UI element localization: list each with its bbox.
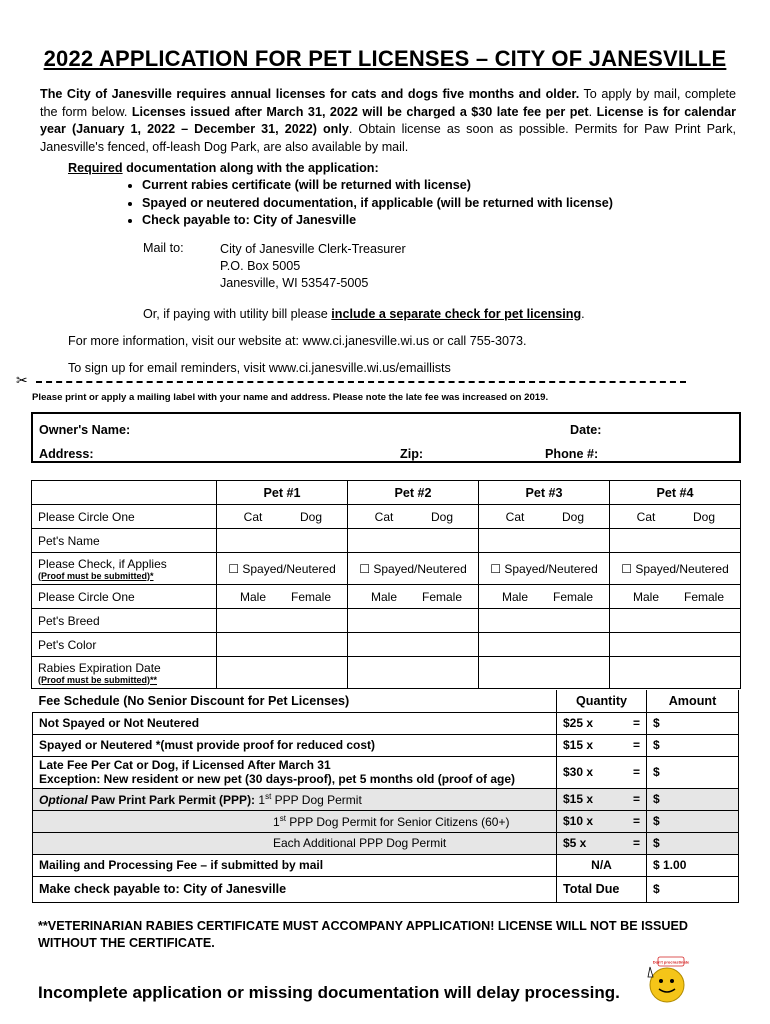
cat-option[interactable]: Cat	[636, 509, 656, 524]
smiley-face	[650, 968, 684, 1002]
cat-option[interactable]: Cat	[374, 509, 394, 524]
species-choice[interactable]	[217, 505, 348, 529]
pet-name-field[interactable]	[610, 529, 741, 553]
spayed-checkbox[interactable]: ☐ Spayed/Neutered	[217, 553, 348, 585]
date-label: Date:	[570, 423, 602, 437]
row-label: Please Circle One	[32, 585, 217, 609]
sex-choice[interactable]	[217, 585, 348, 609]
smiley-eye	[670, 979, 674, 983]
fee-label: Mailing and Processing Fee – if submitted by mail	[33, 854, 557, 876]
amount-header: Amount	[647, 690, 739, 712]
email-signup: To sign up for email reminders, visit www.ci.janesville.wi.us/emaillists	[68, 361, 451, 375]
list-item: • Check payable to: City of Janesville	[142, 212, 613, 230]
fee-label: Each Additional PPP Dog Permit	[33, 832, 557, 854]
row-label: Rabies Expiration Date (Proof must be submitted)**	[32, 657, 217, 689]
fee-amount: $ 1.00	[647, 854, 739, 876]
utility-bill-note: Or, if paying with utility bill please include a separate check for pet licensing.	[143, 307, 585, 321]
cat-option[interactable]: Cat	[505, 509, 525, 524]
fee-amount[interactable]: $	[647, 712, 739, 734]
smiley-hand	[648, 967, 653, 977]
spayed-checkbox[interactable]: ☐ Spayed/Neutered	[479, 553, 610, 585]
female-option[interactable]: Female	[683, 589, 724, 604]
breed-field[interactable]	[610, 609, 741, 633]
intro-paragraph: The City of Janesville requires annual licenses for cats and dogs five months and older. To apply by mail, complete the form below. Licenses issued after March 31, 2022 will be charged a $30 late fee per pet. License is for calendar year (January 1, 2022 – December 31, 2022) only. Obtain license as soon as possible. Permits for Paw Print Park, Janesville's fenced, off-leash Dog Park, are also available by mail.	[40, 87, 737, 154]
list-item: • Current rabies certificate (will be returned with license)	[142, 177, 613, 195]
female-option[interactable]: Female	[421, 589, 462, 604]
dog-option[interactable]: Dog	[561, 509, 584, 524]
total-due-label: Total Due	[557, 876, 647, 902]
breed-field[interactable]	[348, 609, 479, 633]
pet-header: Pet #4	[610, 481, 741, 505]
fee-amount[interactable]: $	[647, 734, 739, 756]
dog-option[interactable]: Dog	[430, 509, 453, 524]
fee-amount[interactable]: $	[647, 810, 739, 832]
color-field[interactable]	[610, 633, 741, 657]
owner-name-label: Owner's Name:	[39, 423, 131, 437]
fee-qty: N/A	[557, 854, 647, 876]
row-label: Please Circle One	[32, 505, 217, 529]
spayed-checkbox[interactable]: ☐ Spayed/Neutered	[348, 553, 479, 585]
color-field[interactable]	[217, 633, 348, 657]
pet-info-table	[31, 480, 741, 689]
color-field[interactable]	[479, 633, 610, 657]
fee-label: 1st PPP Dog Permit for Senior Citizens (60+)	[33, 810, 557, 832]
payable-note: Make check payable to: City of Janesville	[33, 876, 557, 902]
phone-label: Phone #:	[545, 447, 599, 461]
incomplete-warning: Incomplete application or missing documentation will delay processing.	[38, 983, 620, 1002]
male-option[interactable]: Male	[370, 589, 397, 604]
list-item: • Spayed or neutered documentation, if applicable (will be returned with license)	[142, 195, 613, 213]
table-header-blank	[32, 481, 217, 505]
species-choice[interactable]	[479, 505, 610, 529]
total-due-amount[interactable]: $	[647, 876, 739, 902]
rabies-date-field[interactable]	[348, 657, 479, 689]
quantity-header: Quantity	[557, 690, 647, 712]
smiley-icon	[640, 955, 690, 1005]
species-choice[interactable]	[348, 505, 479, 529]
pet-header: Pet #3	[479, 481, 610, 505]
fee-qty[interactable]: $10 x =	[557, 810, 647, 832]
fee-qty[interactable]: $5 x =	[557, 832, 647, 854]
scissors-icon: ✂	[16, 372, 28, 388]
fee-label: Spayed or Neutered *(must provide proof for reduced cost)	[33, 734, 557, 756]
required-list	[118, 177, 613, 230]
fee-amount[interactable]: $	[647, 788, 739, 810]
color-field[interactable]	[348, 633, 479, 657]
rabies-warning: **VETERINARIAN RABIES CERTIFICATE MUST ACCOMPANY APPLICATION! LICENSE WILL NOT BE ISSUED WITHOUT THE CERTIFICATE.	[38, 919, 689, 950]
page-title: 2022 APPLICATION FOR PET LICENSES – CITY OF JANESVILLE	[43, 46, 727, 71]
spayed-checkbox[interactable]: ☐ Spayed/Neutered	[610, 553, 741, 585]
breed-field[interactable]	[217, 609, 348, 633]
smiley-eye	[659, 979, 663, 983]
female-option[interactable]: Female	[290, 589, 331, 604]
breed-field[interactable]	[479, 609, 610, 633]
row-label: Please Check, if Applies (Proof must be submitted)*	[32, 553, 217, 585]
zip-label: Zip:	[400, 447, 424, 461]
fee-qty[interactable]: $15 x =	[557, 788, 647, 810]
pet-name-field[interactable]	[479, 529, 610, 553]
fee-qty[interactable]: $30 x =	[557, 756, 647, 788]
female-option[interactable]: Female	[552, 589, 593, 604]
address-label: Address:	[39, 447, 94, 461]
fee-label: Not Spayed or Not Neutered	[33, 712, 557, 734]
fee-amount[interactable]: $	[647, 832, 739, 854]
mail-address	[220, 241, 406, 292]
fee-label: Late Fee Per Cat or Dog, if Licensed After March 31 Exception: New resident or new pet (30 days-proof), pet 5 months old (proof of age)	[33, 756, 557, 788]
rabies-date-field[interactable]	[217, 657, 348, 689]
fee-label: Optional Paw Print Park Permit (PPP): 1st PPP Dog Permit	[33, 788, 557, 810]
more-info: For more information, visit our website at: www.ci.janesville.wi.us or call 755-3073.	[68, 334, 527, 348]
fee-header: Fee Schedule (No Senior Discount for Pet Licenses)	[38, 693, 350, 708]
fee-schedule-table	[32, 690, 739, 903]
address-line: P.O. Box 5005	[220, 259, 301, 273]
rabies-date-field[interactable]	[610, 657, 741, 689]
row-label: Pet's Name	[32, 529, 217, 553]
sex-choice[interactable]	[479, 585, 610, 609]
dog-option[interactable]: Dog	[299, 509, 322, 524]
male-option[interactable]: Male	[239, 589, 266, 604]
sticker-text: Don't procrastinate	[652, 959, 690, 965]
pet-header: Pet #1	[217, 481, 348, 505]
fee-amount[interactable]: $	[647, 756, 739, 788]
species-choice[interactable]	[610, 505, 741, 529]
pet-header: Pet #2	[348, 481, 479, 505]
male-option[interactable]: Male	[632, 589, 659, 604]
sex-choice[interactable]	[348, 585, 479, 609]
cat-option[interactable]: Cat	[243, 509, 263, 524]
print-notice: Please print or apply a mailing label with your name and address. Please note the late fee was increased on 2019.	[32, 392, 549, 403]
fee-qty[interactable]: $25 x =	[557, 712, 647, 734]
dog-option[interactable]: Dog	[692, 509, 715, 524]
owner-info-box	[31, 412, 741, 463]
row-label: Pet's Color	[32, 633, 217, 657]
pet-name-field[interactable]	[348, 529, 479, 553]
male-option[interactable]: Male	[501, 589, 528, 604]
address-line: City of Janesville Clerk-Treasurer	[220, 242, 406, 256]
required-heading: Required documentation along with the application:	[68, 161, 379, 175]
pet-name-field[interactable]	[217, 529, 348, 553]
address-line: Janesville, WI 53547-5005	[220, 276, 369, 290]
row-label: Pet's Breed	[32, 609, 217, 633]
rabies-date-field[interactable]	[479, 657, 610, 689]
cut-line	[36, 381, 686, 383]
mail-to-label: Mail to:	[143, 241, 184, 255]
sex-choice[interactable]	[610, 585, 741, 609]
fee-qty[interactable]: $15 x =	[557, 734, 647, 756]
